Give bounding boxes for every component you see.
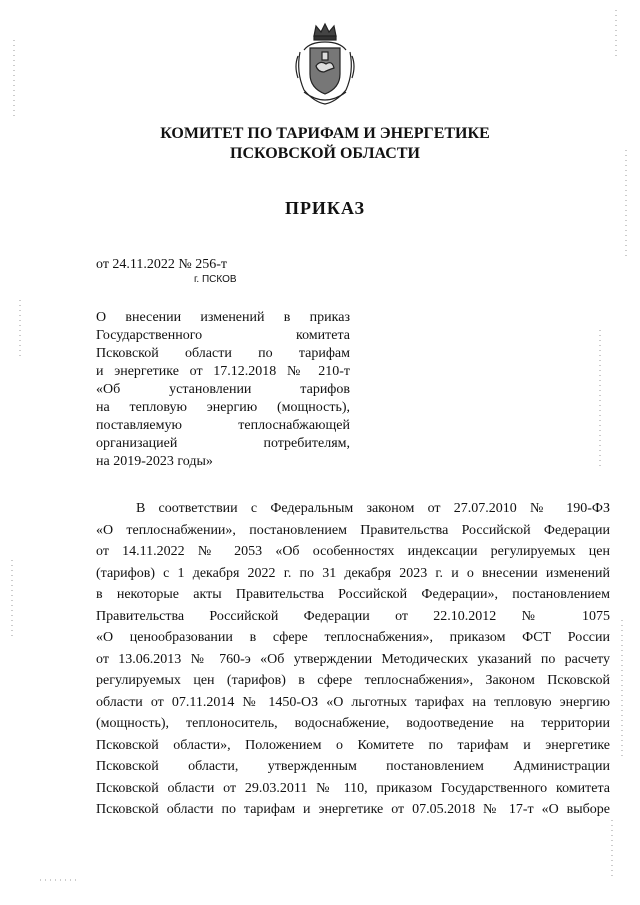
subject-line: О внесении изменений в приказ [96,310,350,325]
subject-line: «Об установлении тарифов [96,382,350,397]
body-line: «О ценообразовании в сфере теплоснабжения», приказом ФСТ России [96,630,610,645]
subject-line: и энергетике от 17.12.2018 № 210-т [96,364,350,379]
body-line: от 13.06.2013 № 760-э «Об утверждении Методических указаний по расчету [96,651,610,667]
order-title: ПРИКАЗ [284,198,366,218]
subject-line: Государственного комитета [96,328,350,343]
body-line: Псковской области от 29.03.2011 № 110, приказом Государственного комитета [96,780,610,796]
subject-line: на 2019-2023 годы» [96,454,213,469]
subject-line: поставляемую теплоснабжающей [96,418,350,433]
subject-line: организацией потребителям, [96,436,350,451]
body-line: Псковской области», Положением о Комитете по тарифам и энергетике [96,737,610,753]
committee-name-line2: ПСКОВСКОЙ ОБЛАСТИ [230,145,420,162]
body-line: Правительства Российской Федерации от 22.10.2012 № 1075 [96,608,610,624]
subject-line: на тепловую энергию (мощность), [96,400,350,415]
body-line: Псковской области, утвержденным постановлением Администрации [96,759,610,774]
body-line: (мощность), теплоноситель, водоснабжение, водоотведение на территории [96,716,610,731]
body-line: в некоторые акты Правительства Российской Федерации», постановлением [96,587,610,602]
body-line: В соответствии с Федеральным законом от 27.07.2010 № 190-ФЗ [136,501,610,516]
committee-name-line1: КОМИТЕТ ПО ТАРИФАМ И ЭНЕРГЕТИКЕ [160,125,490,142]
body-line: Псковской области по тарифам и энергетике от 07.05.2018 № 17-т «О выборе [96,802,610,817]
body-line: регулируемых цен (тарифов) в сфере теплоснабжения», Законом Псковской [96,673,610,688]
body-line: «О теплоснабжении», постановлением Правительства Российской Федерации [96,522,610,538]
body-line: области от 07.11.2014 № 1450-ОЗ «О льготных тарифах на тепловую энергию [96,694,610,710]
body-line: (тарифов) с 1 декабря 2022 г. по 31 декабря 2023 г. и о внесении изменений [96,565,610,581]
body-line: от 14.11.2022 № 2053 «Об особенностях индексации регулируемых цен [96,544,610,559]
subject-line: Псковской области по тарифам [96,346,350,361]
order-date: от 24.11.2022 № 256-т [96,257,228,272]
city-label: г. ПСКОВ [194,274,237,285]
